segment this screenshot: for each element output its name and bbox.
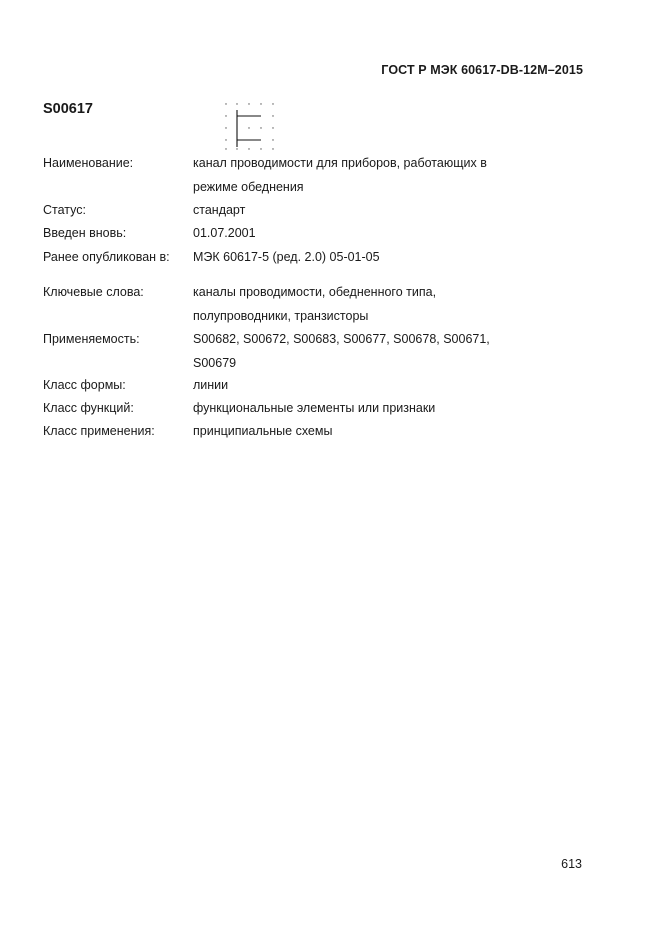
field-label: Применяемость: xyxy=(43,332,140,346)
field-value: МЭК 60617-5 (ред. 2.0) 05-01-05 xyxy=(193,250,380,264)
field-value: 01.07.2001 xyxy=(193,226,256,240)
field-value: принципиальные схемы xyxy=(193,424,333,438)
field-label: Введен вновь: xyxy=(43,226,127,240)
field-label: Наименование: xyxy=(43,156,134,170)
field-label: Класс формы: xyxy=(43,378,126,392)
depletion-channel-symbol-icon xyxy=(222,101,280,151)
field-label: Статус: xyxy=(43,203,86,217)
field-value: полупроводники, транзисторы xyxy=(193,308,369,323)
field-value: режиме обеднения xyxy=(193,179,304,194)
field-value: S00682, S00672, S00683, S00677, S00678, S00671, xyxy=(193,332,490,346)
field-label: Класс функций: xyxy=(43,401,134,415)
field-value: функциональные элементы или признаки xyxy=(193,401,436,415)
field-value: стандарт xyxy=(193,203,246,217)
page-header: ГОСТ Р МЭК 60617-DB-12M–2015 xyxy=(381,63,583,77)
page-number: 613 xyxy=(561,857,582,871)
field-value: линии xyxy=(193,378,229,392)
field-value: канал проводимости для приборов, работающих в xyxy=(193,156,487,170)
field-label: Класс применения: xyxy=(43,424,155,438)
symbol-code: S00617 xyxy=(43,101,93,117)
field-value: S00679 xyxy=(193,355,237,370)
field-value: каналы проводимости, обедненного типа, xyxy=(193,285,437,299)
field-label: Ключевые слова: xyxy=(43,285,144,299)
field-label: Ранее опубликован в: xyxy=(43,250,170,264)
